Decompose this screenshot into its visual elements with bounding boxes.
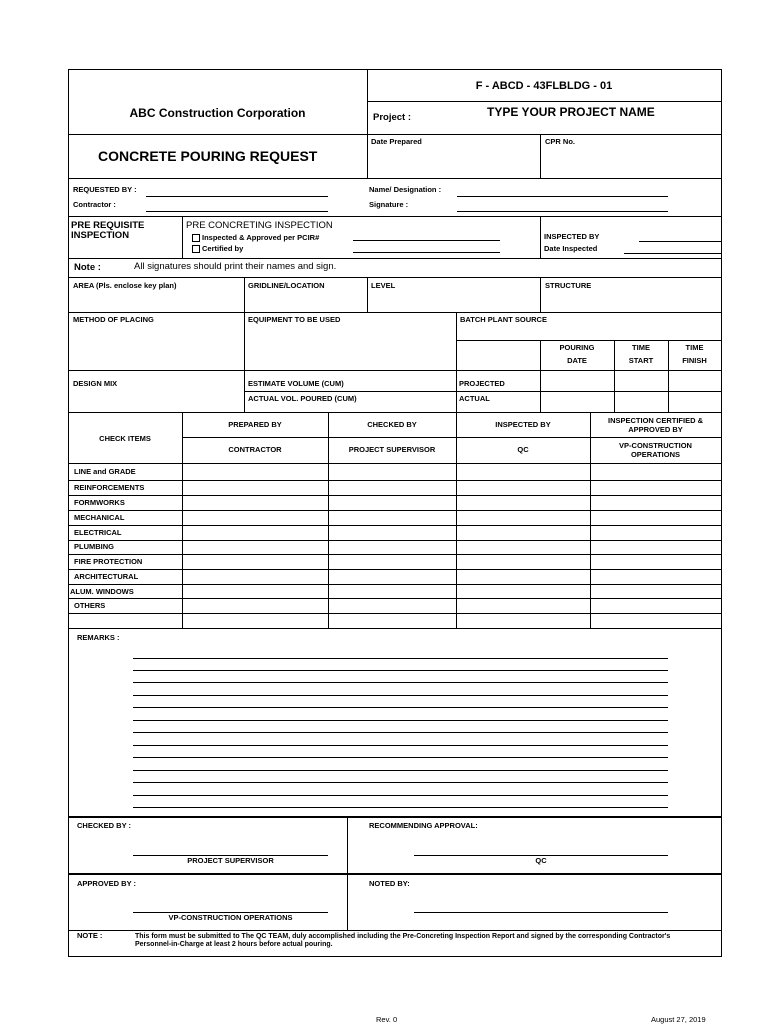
note-text: All signatures should print their names and sign. xyxy=(134,261,337,272)
inspected-checkbox[interactable] xyxy=(192,234,200,242)
check-item: OTHERS xyxy=(74,601,106,610)
actual-volume-label: ACTUAL VOL. POURED (CUM) xyxy=(248,394,357,403)
noted-by-signature-line[interactable] xyxy=(414,912,668,913)
inspected-by-header: INSPECTED BY xyxy=(495,420,551,429)
certified-by-field[interactable] xyxy=(353,252,500,253)
remarks-line[interactable] xyxy=(133,682,668,683)
finish-label: FINISH xyxy=(682,356,707,365)
divider xyxy=(182,437,721,438)
revision-date: August 27, 2019 xyxy=(651,1015,706,1024)
divider xyxy=(68,510,721,511)
approved-by-label: APPROVED BY : xyxy=(77,879,137,888)
divider xyxy=(68,598,721,599)
name-designation-field[interactable] xyxy=(457,196,668,197)
vp-construction-label: VP-CONSTRUCTION OPERATIONS xyxy=(168,913,293,922)
remarks-line[interactable] xyxy=(133,782,668,783)
revision-label: Rev. 0 xyxy=(376,1015,398,1024)
prereq-label-line1: PRE REQUISITE xyxy=(71,220,145,231)
divider xyxy=(367,277,368,312)
certified-checkbox[interactable] xyxy=(192,245,200,253)
note-label: Note : xyxy=(74,262,101,273)
remarks-label: REMARKS : xyxy=(77,633,120,642)
divider xyxy=(540,216,541,258)
company-name: ABC Construction Corporation xyxy=(129,106,306,120)
divider xyxy=(540,277,541,312)
divider xyxy=(68,613,721,614)
signature-field[interactable] xyxy=(457,211,668,212)
requested-by-field[interactable] xyxy=(146,196,328,197)
batch-plant-label: BATCH PLANT SOURCE xyxy=(460,315,547,324)
certified-header-line1: INSPECTION CERTIFIED & xyxy=(607,416,703,425)
remarks-line[interactable] xyxy=(133,720,668,721)
date-label: DATE xyxy=(567,356,587,365)
remarks-line[interactable] xyxy=(133,795,668,796)
prepared-by-header: PREPARED BY xyxy=(228,420,282,429)
divider xyxy=(68,554,721,555)
divider xyxy=(68,540,721,541)
cpr-no-label: CPR No. xyxy=(545,137,575,146)
divider xyxy=(68,134,721,135)
date-inspected-label: Date Inspected xyxy=(544,244,598,253)
divider xyxy=(68,178,721,179)
divider xyxy=(328,412,329,628)
qc-header: QC xyxy=(517,445,529,454)
remarks-line[interactable] xyxy=(133,745,668,746)
check-item: LINE and GRADE xyxy=(74,467,136,476)
contractor-label: Contractor : xyxy=(73,200,116,209)
check-item: FORMWORKS xyxy=(74,498,125,507)
method-label: METHOD OF PLACING xyxy=(73,315,154,324)
divider xyxy=(68,628,721,629)
certified-option-label: Certified by xyxy=(202,244,244,253)
footer-note-line1: This form must be submitted to The QC TEAM, duly accomplished including the Pre-Concreting Inspection Report and signed by the corresponding Contractor's xyxy=(135,933,671,940)
recommending-approval-label: RECOMMENDING APPROVAL: xyxy=(369,821,478,830)
page-title: CONCRETE POURING REQUEST xyxy=(98,148,318,164)
remarks-line[interactable] xyxy=(133,757,668,758)
divider xyxy=(68,569,721,570)
divider xyxy=(68,495,721,496)
divider xyxy=(182,216,183,258)
pcir-field[interactable] xyxy=(353,240,500,241)
pre-concreting-label: PRE CONCRETING INSPECTION xyxy=(186,220,333,231)
estimate-volume-label: ESTIMATE VOLUME (CUM) xyxy=(248,379,344,388)
check-items-header: CHECK ITEMS xyxy=(99,434,151,443)
divider xyxy=(68,370,721,371)
divider xyxy=(182,412,183,628)
remarks-line[interactable] xyxy=(133,658,668,659)
remarks-line[interactable] xyxy=(133,695,668,696)
remarks-line[interactable] xyxy=(133,707,668,708)
structure-label: STRUCTURE xyxy=(545,281,592,290)
date-prepared-label: Date Prepared xyxy=(371,137,422,146)
gridline-label: GRIDLINE/LOCATION xyxy=(248,281,325,290)
time-finish-label: TIME xyxy=(685,343,704,352)
divider xyxy=(456,340,721,341)
requested-by-label: REQUESTED BY : xyxy=(73,185,137,194)
contractor-field[interactable] xyxy=(146,211,328,212)
check-item: FIRE PROTECTION xyxy=(74,557,143,566)
project-label: Project : xyxy=(373,112,412,123)
certified-header-line2: APPROVED BY xyxy=(628,425,683,434)
remarks-line[interactable] xyxy=(133,732,668,733)
divider xyxy=(540,134,541,178)
prereq-label-line2: INSPECTION xyxy=(71,230,130,241)
divider xyxy=(68,480,721,481)
check-item: REINFORCEMENTS xyxy=(74,483,145,492)
qc-approval-label: QC xyxy=(535,856,547,865)
project-supervisor-label: PROJECT SUPERVISOR xyxy=(187,856,274,865)
check-item: ARCHITECTURAL xyxy=(74,572,139,581)
footer-note-line2: Personnel-in-Charge at least 2 hours before actual pouring. xyxy=(135,941,333,948)
inspected-by-label: INSPECTED BY xyxy=(544,232,600,241)
divider xyxy=(456,412,457,628)
check-item: MECHANICAL xyxy=(74,513,125,522)
checked-by-header: CHECKED BY xyxy=(367,420,417,429)
area-label: AREA (Pls. enclose key plan) xyxy=(73,281,177,290)
check-item: PLUMBING xyxy=(74,542,114,551)
divider xyxy=(68,816,721,818)
contractor-header: CONTRACTOR xyxy=(228,445,282,454)
divider xyxy=(367,101,721,102)
footer-note-label: NOTE : xyxy=(77,931,103,940)
projected-label: PROJECTED xyxy=(459,379,505,388)
divider xyxy=(68,216,721,217)
noted-by-label: NOTED BY: xyxy=(369,879,410,888)
start-label: START xyxy=(628,356,654,365)
remarks-line[interactable] xyxy=(133,770,668,771)
divider xyxy=(68,930,721,931)
check-item: ELECTRICAL xyxy=(74,528,122,537)
inspected-by-field[interactable] xyxy=(639,241,721,242)
signature-label: Signature : xyxy=(369,200,409,209)
time-start-label: TIME xyxy=(632,343,650,352)
divider xyxy=(456,312,457,412)
vp-header-line1: VP-CONSTRUCTION xyxy=(619,441,692,450)
name-designation-label: Name/ Designation : xyxy=(369,185,442,194)
equipment-label: EQUIPMENT TO BE USED xyxy=(248,315,341,324)
divider xyxy=(68,277,721,278)
remarks-line[interactable] xyxy=(133,670,668,671)
project-name[interactable]: TYPE YOUR PROJECT NAME xyxy=(487,105,655,119)
divider xyxy=(68,412,721,413)
inspected-option-label: Inspected & Approved per PCIR# xyxy=(202,233,320,242)
divider xyxy=(68,312,721,313)
divider xyxy=(68,463,721,464)
actual-label: ACTUAL xyxy=(459,394,490,403)
divider xyxy=(68,584,721,585)
design-mix-label: DESIGN MIX xyxy=(73,379,118,388)
divider xyxy=(68,525,721,526)
divider xyxy=(244,391,721,392)
form-code: F - ABCD - 43FLBLDG - 01 xyxy=(475,80,613,92)
divider xyxy=(68,258,721,259)
pouring-label: POURING xyxy=(559,343,595,352)
project-supervisor-header: PROJECT SUPERVISOR xyxy=(348,445,436,454)
level-label: LEVEL xyxy=(371,281,396,290)
remarks-line[interactable] xyxy=(133,807,668,808)
vp-header-line2: OPERATIONS xyxy=(630,450,681,459)
date-inspected-field[interactable] xyxy=(624,253,721,254)
check-item: ALUM. WINDOWS xyxy=(70,587,134,596)
checked-by-label: CHECKED BY : xyxy=(77,821,132,830)
divider xyxy=(68,873,721,875)
